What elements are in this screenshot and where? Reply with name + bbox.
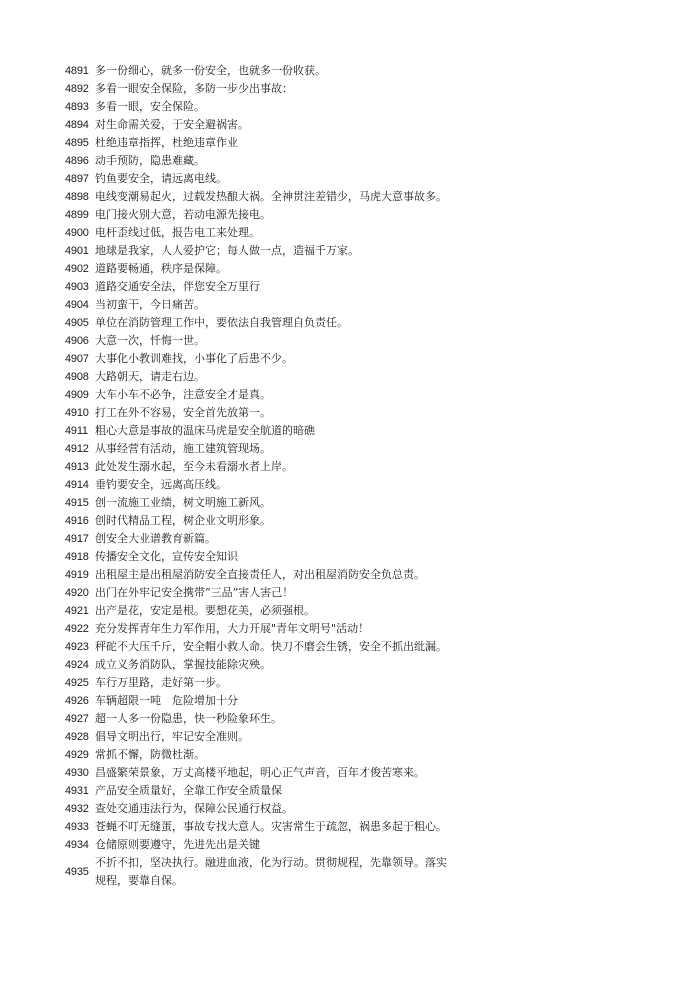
entry-number: 4902 — [65, 263, 89, 275]
entry-text: 大路朝天，请走右边。 — [95, 370, 205, 383]
entry-number: 4930 — [65, 767, 89, 779]
entry-number: 4931 — [65, 785, 89, 797]
entry-text: 查处交通违法行为，保障公民通行权益。 — [95, 802, 293, 815]
list-item — [65, 692, 455, 710]
list-item — [65, 512, 455, 530]
list-item — [65, 656, 455, 674]
entry-number: 4925 — [65, 677, 89, 689]
list-item — [65, 368, 455, 386]
entry-number: 4935 — [65, 866, 89, 878]
entry-text: 大车小车不必争，注意安全才是真。 — [95, 388, 271, 401]
list-item — [65, 224, 455, 242]
list-item — [65, 638, 455, 656]
entry-text: 电线变潮易起火，过载发热酿大祸。全神贯注差错少，马虎大意事故多。 — [95, 190, 447, 203]
entry-number: 4920 — [65, 587, 89, 599]
list-item — [65, 62, 455, 80]
entry-text: 多看一眼安全保险，多防一步少出事故： — [95, 82, 293, 95]
list-item — [65, 440, 455, 458]
entry-number: 4914 — [65, 479, 89, 491]
list-item — [65, 242, 455, 260]
entry-text: 大事化小教训难找，小事化了后患不少。 — [95, 352, 293, 365]
entry-text: 地球是我家，人人爱护它；每人做一点，造福千万家。 — [95, 244, 359, 257]
entry-text: 出门在外牢记安全携带“三品”害人害己！ — [95, 586, 294, 599]
entry-number: 4932 — [65, 803, 89, 815]
list-item — [65, 854, 455, 890]
entry-number: 4907 — [65, 353, 89, 365]
entry-text: 道路交通安全法，伴您安全万里行 — [95, 280, 260, 293]
entry-number: 4923 — [65, 641, 89, 653]
list-item — [65, 314, 455, 332]
entry-number: 4929 — [65, 749, 89, 761]
entry-text: 成立义务消防队，掌握技能除灾殃。 — [95, 658, 271, 671]
entry-number: 4899 — [65, 209, 89, 221]
entry-text: 仓储原则要遵守，先进先出是关键 — [95, 838, 260, 851]
entry-text: 电杆歪线过低，报告电工来处理。 — [95, 226, 260, 239]
list-item — [65, 566, 455, 584]
entry-number: 4896 — [65, 155, 89, 167]
list-item — [65, 296, 455, 314]
entry-text: 当初蛮干，今日痛苦。 — [95, 298, 205, 311]
entry-text: 出产是花，安定是根。要想花美，必须强根。 — [95, 604, 315, 617]
entry-number: 4913 — [65, 461, 89, 473]
entry-text: 传播安全文化，宣传安全知识 — [95, 550, 238, 563]
list-item — [65, 800, 455, 818]
entry-number: 4895 — [65, 137, 89, 149]
list-item — [65, 764, 455, 782]
list-item — [65, 170, 455, 188]
list-item — [65, 278, 455, 296]
list-item — [65, 188, 455, 206]
entry-number: 4910 — [65, 407, 89, 419]
entry-text: 创时代精品工程，树企业文明形象。 — [95, 514, 271, 527]
entry-text: 常抓不懈，防微杜渐。 — [95, 748, 205, 761]
entry-number: 4901 — [65, 245, 89, 257]
list-item — [65, 494, 455, 512]
entry-number: 4892 — [65, 83, 89, 95]
list-item — [65, 602, 455, 620]
entry-number: 4927 — [65, 713, 89, 725]
list-item — [65, 206, 455, 224]
entry-number: 4911 — [65, 425, 88, 437]
entry-text: 多看一眼，安全保险。 — [95, 100, 205, 113]
list-item — [65, 116, 455, 134]
entry-text: 杜绝违章指挥，杜绝违章作业 — [95, 136, 238, 149]
entry-number: 4893 — [65, 101, 89, 113]
entry-text: 大意一次，忏悔一世。 — [95, 334, 205, 347]
list-item — [65, 782, 455, 800]
entry-text: 多一份细心，就多一份安全，也就多一份收获。 — [95, 64, 326, 77]
entry-number: 4926 — [65, 695, 89, 707]
list-item — [65, 548, 455, 566]
entry-number: 4934 — [65, 839, 89, 851]
entry-text: 充分发挥青年生力军作用，大力开展"青年文明号"活动！ — [95, 622, 370, 635]
list-item — [65, 386, 455, 404]
entry-number: 4919 — [65, 569, 89, 581]
slogan-list — [65, 62, 455, 890]
entry-number: 4897 — [65, 173, 89, 185]
entry-text: 道路要畅通，秩序是保障。 — [95, 262, 227, 275]
entry-number: 4922 — [65, 623, 89, 635]
entry-text: 不折不扣，坚决执行。融进血液，化为行动。贯彻规程，先靠领导。落实规程，要靠自保。 — [95, 856, 447, 887]
list-item — [65, 836, 455, 854]
list-item — [65, 80, 455, 98]
entry-text: 产品安全质量好，全靠工作安全质量保 — [95, 784, 282, 797]
entry-text: 昌盛繁荣景象，万丈高楼平地起，明心正气声音，百年才俊苦寒来。 — [95, 766, 425, 779]
entry-text: 超一人多一份隐患，快一秒险象环生。 — [95, 712, 282, 725]
entry-text: 创安全大业谱教育新篇。 — [95, 532, 216, 545]
entry-text: 动手预防，隐患难藏。 — [95, 154, 205, 167]
entry-text: 从事经营有活动，施工建筑管现场。 — [95, 442, 271, 455]
entry-text: 此处发生溺水起，至今未看溺水者上岸。 — [95, 460, 293, 473]
list-item — [65, 674, 455, 692]
list-item — [65, 98, 455, 116]
entry-text: 车行万里路，走好第一步。 — [95, 676, 227, 689]
list-item — [65, 746, 455, 764]
entry-number: 4898 — [65, 191, 89, 203]
list-item — [65, 458, 455, 476]
list-item — [65, 350, 455, 368]
list-item — [65, 476, 455, 494]
entry-text: 出租屋主是出租屋消防安全直接责任人，对出租屋消防安全负总责。 — [95, 568, 425, 581]
entry-number: 4912 — [65, 443, 89, 455]
entry-text: 倡导文明出行，牢记安全准则。 — [95, 730, 249, 743]
entry-number: 4908 — [65, 371, 89, 383]
entry-number: 4921 — [65, 605, 89, 617]
entry-number: 4905 — [65, 317, 89, 329]
list-item — [65, 260, 455, 278]
entry-number: 4903 — [65, 281, 89, 293]
list-item — [65, 530, 455, 548]
entry-text: 电门接火别大意，若动电源先接电。 — [95, 208, 271, 221]
entry-number: 4900 — [65, 227, 89, 239]
list-item — [65, 404, 455, 422]
entry-number: 4916 — [65, 515, 89, 527]
list-item — [65, 422, 455, 440]
entry-text: 粗心大意是事故的温床马虎是安全航道的暗礁 — [95, 424, 315, 437]
entry-number: 4924 — [65, 659, 89, 671]
entry-number: 4918 — [65, 551, 89, 563]
list-item — [65, 620, 455, 638]
entry-number: 4904 — [65, 299, 89, 311]
entry-number: 4933 — [65, 821, 89, 833]
entry-text: 创一流施工业绩，树文明施工新风。 — [95, 496, 271, 509]
entry-number: 4906 — [65, 335, 89, 347]
entry-text: 车辆超限一吨 危险增加十分 — [95, 694, 238, 707]
entry-number: 4928 — [65, 731, 89, 743]
list-item — [65, 152, 455, 170]
list-item — [65, 584, 455, 602]
entry-text: 打工在外不容易，安全首先放第一。 — [95, 406, 271, 419]
entry-text: 秤砣不大压千斤，安全帽小救人命。快刀不磨会生锈，安全不抓出纰漏。 — [95, 640, 447, 653]
entry-number: 4894 — [65, 119, 89, 131]
entry-text: 垂钓要安全，远离高压线。 — [95, 478, 227, 491]
list-item — [65, 332, 455, 350]
list-item — [65, 728, 455, 746]
entry-text: 单位在消防管理工作中，要依法自我管理自负责任。 — [95, 316, 348, 329]
list-item — [65, 818, 455, 836]
entry-text: 对生命需关爱，于安全避祸害。 — [95, 118, 249, 131]
entry-text: 钓鱼要安全，请远离电线。 — [95, 172, 227, 185]
entry-number: 4909 — [65, 389, 89, 401]
entry-number: 4917 — [65, 533, 89, 545]
entry-text: 苍蝇不叮无缝蛋，事故专找大意人。灾害常生于疏忽，祸患多起于粗心。 — [95, 820, 447, 833]
list-item — [65, 134, 455, 152]
list-item — [65, 710, 455, 728]
entry-number: 4891 — [65, 65, 89, 77]
entry-number: 4915 — [65, 497, 89, 509]
